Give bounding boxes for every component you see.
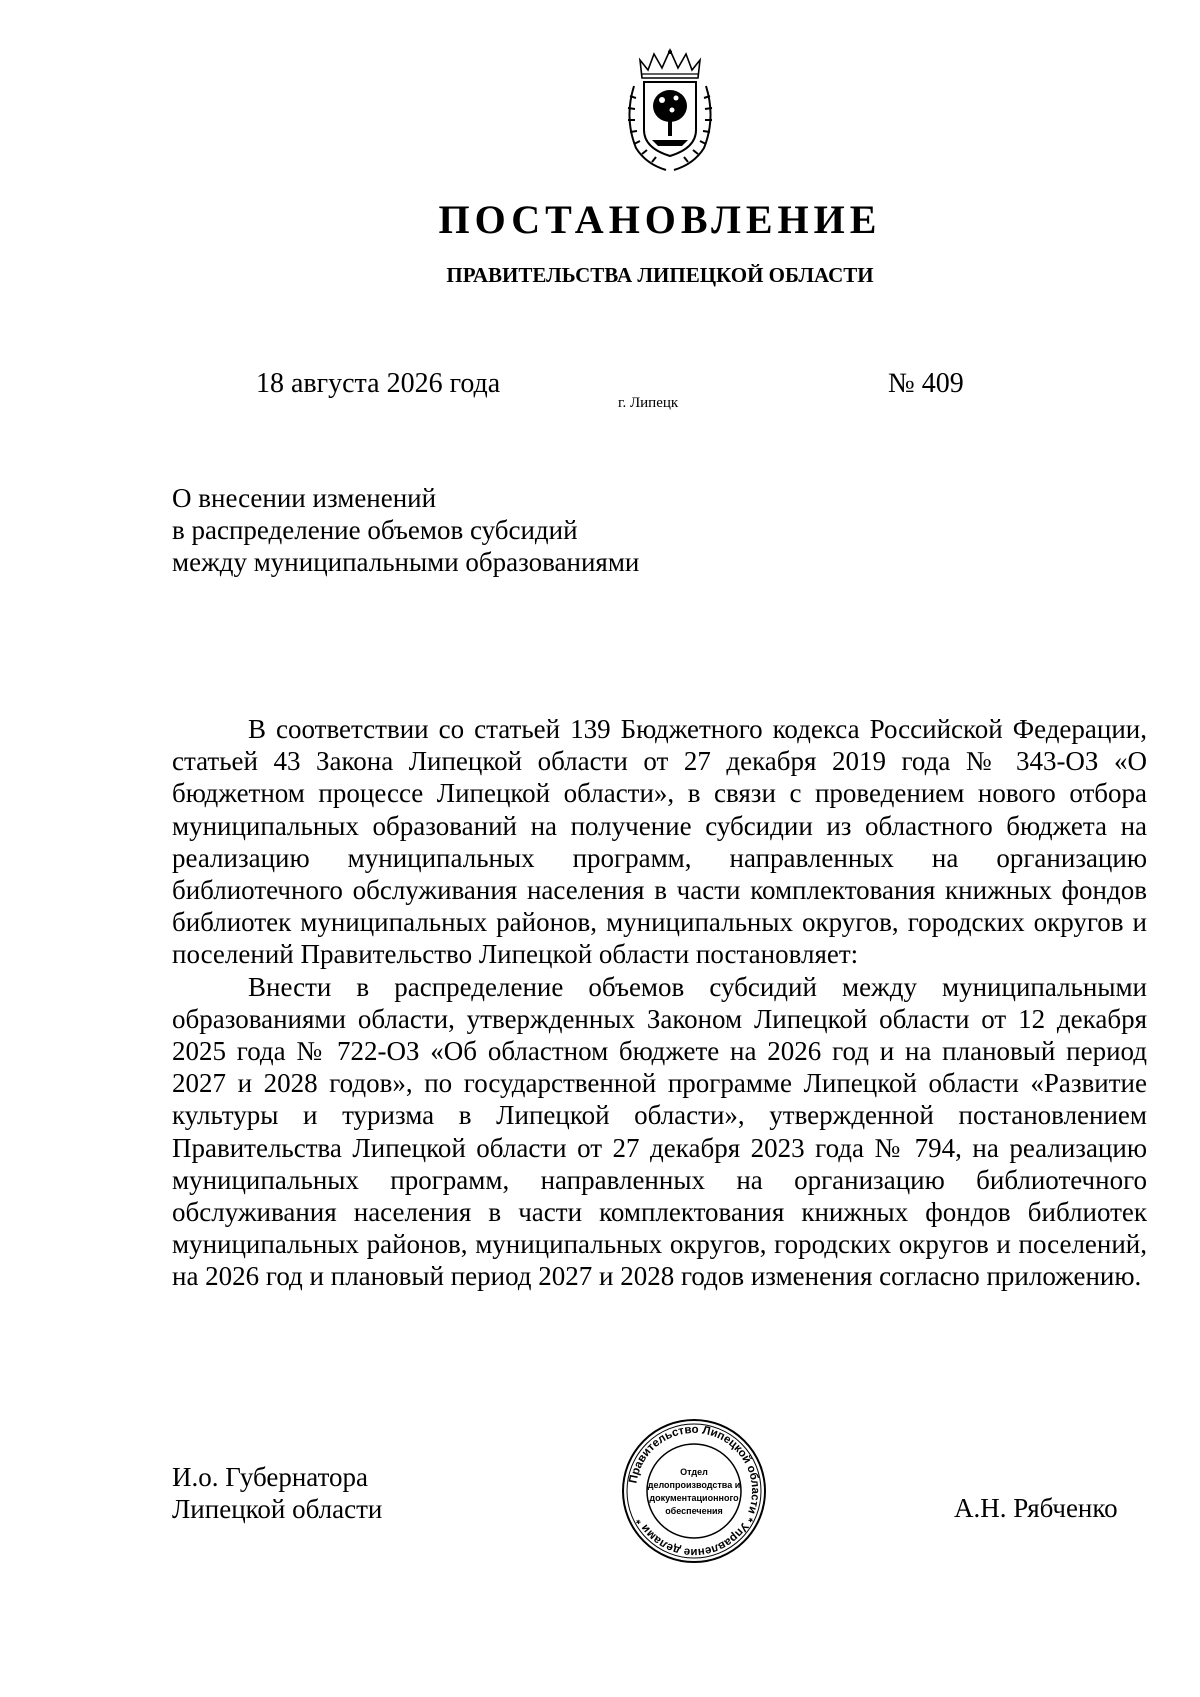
body-paragraph: Внести в распределение объемов субсидий между муниципальными образованиями области, утвержденных Законом Липецкой области от 12 декабря 2025 года № 722-ОЗ «Об областном бюджете на 2026 год и на плановый период 2027 и 2028 годов», по государственной программе Липецкой области «Развитие культуры и туризма в Липецкой области», утвержденной постановлением Правительства Липецкой области от 27 декабря 2023 года № 794, на реализацию муниципальных программ, направленных на организацию библиотечного обслуживания населения в части комплектования книжных фондов библиотек муниципальных районов, муниципальных округов, городских округов и поселений, на 2026 год и плановый период 2027 и 2028 годов изменения согласно приложению. [172,971,1147,1292]
coat-of-arms-emblem [622,48,718,176]
signatory-title-line: Липецкой области [172,1494,383,1524]
lipetsk-coat-of-arms-icon [622,48,718,176]
document-body [172,713,1147,1293]
official-stamp [620,1417,768,1565]
subject-line: между муниципальными образованиями [172,547,640,577]
document-city: г. Липецк [618,395,679,411]
document-type-title: ПОСТАНОВЛЕНИЕ [438,197,882,242]
body-paragraph: В соответствии со статьей 139 Бюджетного кодекса Российской Федерации, статьей 43 Закона Липецкой области от 27 декабря 2019 года № 343-ОЗ «О бюджетном процессе Липецкой области», в связи с проведением нового отбора муниципальных образований на получение субсидии из областного бюджета на реализацию муниципальных программ, направленных на организацию библиотечного обслуживания населения в части комплектования книжных фондов библиотек муниципальных районов, муниципальных округов, городских округов и поселений Правительство Липецкой области постановляет: [172,714,1147,970]
stamp-inner-line: обеспечения [665,1506,723,1516]
signatory-title [172,1461,382,1525]
stamp-outer-text: Правительство Липецкой области * Управление делами * [627,1423,762,1559]
subject-line: в распределение объемов субсидий [172,515,578,545]
document-date: 18 августа 2026 года [256,368,501,399]
stamp-seal-icon [620,1417,768,1565]
document-number: № 409 [888,368,964,399]
issuer-name: ПРАВИТЕЛЬСТВА ЛИПЕЦКОЙ ОБЛАСТИ [446,263,874,287]
stamp-inner-line: документационного [649,1493,739,1503]
signatory-title-line: И.о. Губернатора [172,1462,369,1492]
signatory-name: А.Н. Рябченко [954,1493,1118,1523]
stamp-inner-line: делопроизводства и [647,1480,741,1490]
document-subject [172,482,639,578]
subject-line: О внесении изменений [172,483,437,513]
stamp-inner-line: Отдел [680,1467,708,1477]
